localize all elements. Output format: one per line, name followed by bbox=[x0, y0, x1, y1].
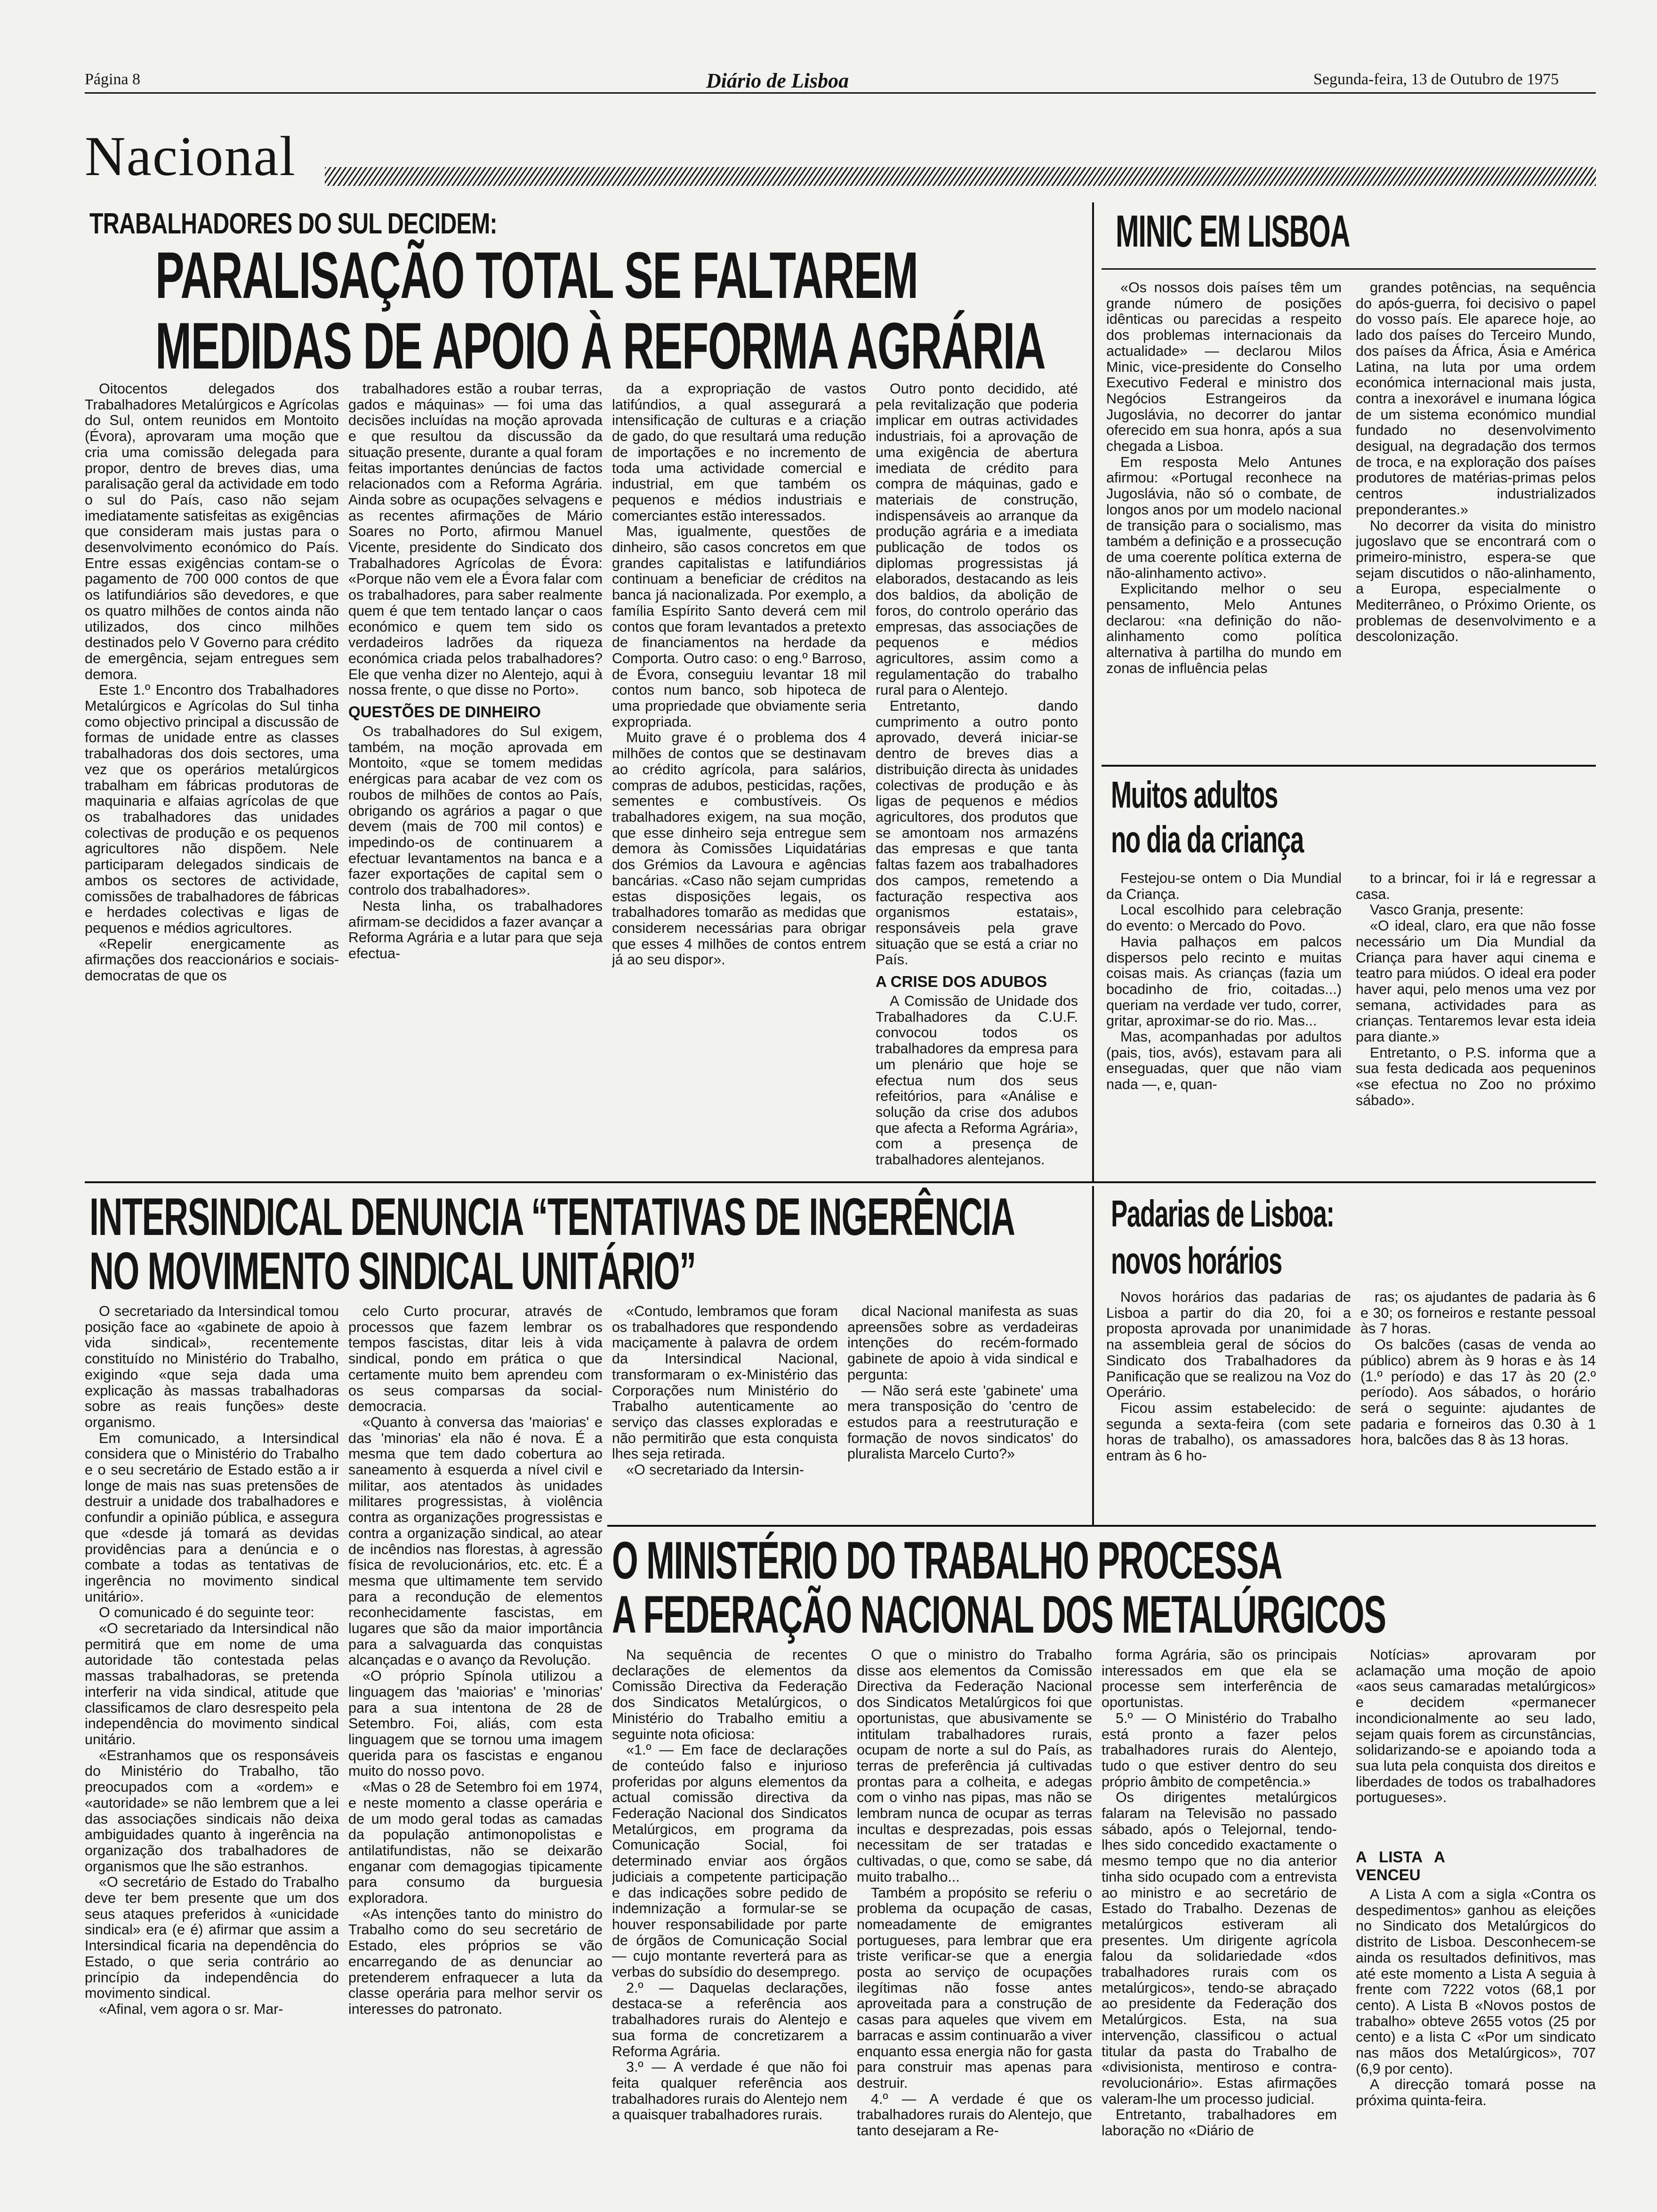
ministerio-top-rule bbox=[607, 1525, 1596, 1527]
intersindical-title-line1: INTERSINDICAL DENUNCIA “TENTATIVAS DE INGERÊNCIA bbox=[89, 1187, 1015, 1246]
article-paragraph: grandes potências, na sequência do após-guerra, foi decisivo o papel do vosso país. Ele aparece hoje, ao lado dos países do Terceiro Mundo, dos países da África, Ásia e América Latina, na luta por uma ordem económica internacional mais justa, contra a inexorável e inumana lógica de um sistema económico mundial fundado no desenvolvimento desigual, na degradação dos termos de troca, e na exploração dos países produtores de matérias-primas pelos centros industrializados preponderantes.» bbox=[1356, 280, 1596, 518]
column-divider bbox=[1092, 202, 1094, 1181]
intersindical-title-line2: NO MOVIMENTO SINDICAL UNITÁRIO” bbox=[89, 1242, 696, 1300]
article-paragraph: «Quanto à conversa das 'maiorias' e das 'minorias' ela não é nova. É a mesma que tem dado cobertura ao saneamento à esquerda a nível civil e militar, aos atentados às unidades militares progressistas, à violência contra as organizações progressistas e contra a organização sindical, ao atear de incêndios nas florestas, à agressão física de revolucionários, etc. etc. É a mesma que ultimamente tem servido para a recondução de elementos reconhecidamente fascistas, em lugares que são da maior importância para a salvaguarda das conquistas alcançadas e o avanço da Revolução. bbox=[348, 1414, 603, 1668]
article1-column-2 bbox=[348, 381, 603, 1181]
padarias-title-line2: novos horários bbox=[1111, 1240, 1282, 1282]
article1-column-1 bbox=[85, 381, 339, 1181]
article-paragraph: «O próprio Spínola utilizou a linguagem das 'maiorias' e 'minorias' para a sua intentona de 28 de Setembro. Foi, aliás, com esta linguagem que se tornou uma imagem querida para os fascistas e enganou muito do nosso povo. bbox=[348, 1668, 603, 1779]
article-paragraph: «Estranhamos que os responsáveis do Ministério do Trabalho, tão preocupados com a «ordem» e «autoridade» se não lembrem que a lei das associações sindicais não deixa ambiguidades quanto à ingerência na organização dos trabalhadores de organismos que lhe são estranhos. bbox=[85, 1747, 339, 1875]
article-paragraph: Local escolhido para celebração do evento: o Mercado do Povo. bbox=[1106, 902, 1342, 934]
article1-title-line2: MEDIDAS DE APOIO À REFORMA AGRÁRIA bbox=[155, 309, 1046, 383]
article-paragraph: «Afinal, vem agora o sr. Mar- bbox=[99, 2001, 283, 2017]
article-paragraph: ras; os ajudantes de padaria às 6 e 30; os forneiros e restante pessoal às 7 horas. bbox=[1360, 1290, 1596, 1337]
article-paragraph: O secretariado da Intersindical tomou posição face ao «gabinete de apoio à vida sindical», recentemente constituído no Ministério do Trabalho, exigindo «que seja dada uma explicação às massas trabalhadoras sobre as reais funções» deste organismo. bbox=[85, 1304, 339, 1430]
article-paragraph: Entretanto, dando cumprimento a outro ponto aprovado, deverá iniciar-se dentro de breves dias a distribuição directa às unidades colectivas de produção e às ligas de pequenos e médios agricultores, dos produtos que se amontoam nos armazéns das empresas e que tanta faltas fazem aos trabalhadores dos campos, remetendo a facturação respectiva aos organismos estatais», responsáveis pela grave situação que se está a criar no País. bbox=[876, 698, 1078, 968]
article-paragraph: «O secretariado da Intersin- bbox=[626, 1462, 804, 1478]
article-paragraph: No decorrer da visita do ministro jugoslavo que se encontrará com o primeiro-ministro, espera-se que sejam discutidos o não-alinhamento, a Europa, especialmente o Mediterrâneo, o Próximo Oriente, os problemas de desenvolvimento e a descolonização. bbox=[1356, 517, 1596, 645]
article-paragraph: «Mas o 28 de Setembro foi em 1974, e neste momento a classe operária e de um modo geral todas as camadas da população antimonopolistas e antilatifundistas, não se deixarão enganar com demagogias tipicamente para consumo da burguesia exploradora. bbox=[348, 1779, 603, 1907]
article-paragraph: trabalhadores estão a roubar terras, gados e máquinas» — foi uma das decisões incluídas na moção aprovada e que resultou da discussão da situação presente, durante a qual foram feitas importantes denúncias de factos relacionados com a Reforma Agrária. Ainda sobre as ocupações selvagens e as recentes afirmações de Mário Soares no Porto, afirmou Manuel Vicente, presidente do Sindicato dos Trabalhadores Agrícolas de Évora: «Porque não vem ele a Évora falar com os trabalhadores, para saber realmente quem é que tem tentado lançar o caos económico e quem tem sido os verdadeiros ladrões da riqueza económica criada pelos trabalhadores? Ele que venha dizer no Alentejo, aqui à nossa frente, o que disse no Porto». bbox=[348, 381, 603, 698]
article-paragraph: Ficou assim estabelecido: de segunda a sexta-feira (com sete horas de trabalho), os amassadores entram às 6 ho- bbox=[1106, 1400, 1351, 1464]
article-paragraph: 3.º — A verdade é que não foi feita qualquer referência aos trabalhadores rurais do Alentejo nem a quaisquer trabalhadores rurais. bbox=[612, 2059, 847, 2123]
article-paragraph: Mas, igualmente, questões de dinheiro, são casos concretos em que grandes capitalistas e latifundiários continuam a beneficiar de créditos na banca já nacionalizada. Por exemplo, a família Espírito Santo deverá cem mil contos que foram levantados a pretexto de financiamentos na herdade da Comporta. Outro caso: o eng.º Barroso, de Évora, conseguiu levantar 18 mil contos num banco, sob hipoteca de uma propriedade que obviamente seria expropriada. bbox=[612, 523, 866, 730]
section-title: Nacional bbox=[85, 125, 297, 187]
article1-subheading: A CRISE DOS ADUBOS bbox=[876, 973, 1047, 991]
minic-rule bbox=[1102, 268, 1596, 270]
article-paragraph: Também a propósito se referiu o problema da ocupação de casas, nomeadamente de emigrantes portugueses, para lembrar que era triste verificar-se que a energia posta ao serviço de ocupações ilegítimas não fosse antes aproveitada para a construção de casas para aqueles que vivem em barracas e assim continuarão a viver enquanto essa energia não for gasta para construir mas apenas para destruir. bbox=[857, 1884, 1092, 2091]
article-paragraph: Mas, acompanhadas por adultos (pais, tios, avós), estavam para ali enseguadas, quer que não viam nada —, e, quan- bbox=[1106, 1029, 1342, 1093]
minic-column-1 bbox=[1106, 280, 1342, 760]
minic-title: MINIC EM LISBOA bbox=[1116, 206, 1350, 256]
article1-subheading: QUESTÕES DE DINHEIRO bbox=[348, 703, 541, 721]
intersindical-column-2 bbox=[348, 1304, 603, 2203]
page-number: Página 8 bbox=[85, 71, 141, 88]
ministerio-column-4 bbox=[1356, 1647, 1596, 2203]
article-paragraph: — Não será este 'gabinete' uma mera transposição do 'centro de estudos para a reestruturação e formação de novos sindicatos' do pluralista Marcelo Curto?» bbox=[847, 1382, 1078, 1462]
article-paragraph: Oitocentos delegados dos Trabalhadores Metalúrgicos e Agrícolas do Sul, ontem reunidos em Montoito (Évora), aprovaram uma moção que cria uma comissão delegada para propor, dentro de breves dias, uma paralisação geral da actividade em todo o sul do País, caso não sejam imediatamente satisfeitas as exigências que consideram mais justas para o desenvolvimento económico do País. Entre essas exigências contam-se o pagamento de 700 000 contos de que os latifundiários são devedores, e que os quatro milhões de contos ainda não utilizados, dos cinco milhões destinados pelo V Governo para crédito de emergência, sejam entregues sem demora. bbox=[85, 381, 339, 682]
article-paragraph: Havia palhaços em palcos dispersos pelo recinto e muitas coisas mais. As crianças (fazia um bocadinho de frio, coitadas...) queriam na verdade ver tudo, correr, gritar, aproximar-se do rio. Mas... bbox=[1106, 933, 1342, 1029]
adultos-title-line2: no dia da criança bbox=[1111, 818, 1303, 860]
masthead: Diário de Lisboa bbox=[706, 69, 849, 92]
article-paragraph: Outro ponto decidido, até pela revitalização que poderia implicar em outras actividades industriais, foi a aprovação de uma exigência de abertura imediata de crédito para compra de máquinas, gado e materiais de construção, indispensáveis ao arranque da produção agrária e a imediata publicação de todos os diplomas progressistas já elaborados, destacando as leis dos baldios, da abolição de foros, do controlo operário das empresas, das associações de pequenos e médios agricultores, assim como a regulamentação do trabalho rural para o Alentejo. bbox=[876, 381, 1078, 698]
article-paragraph: 2.º — Daquelas declarações, destaca-se a referência aos trabalhadores rurais do Alentejo e sua forma de concretizarem a Reforma Agrária. bbox=[612, 1980, 847, 2060]
article-paragraph: Entretanto, o P.S. informa que a sua festa dedicada aos pequeninos «se efectua no Zoo no próximo sábado». bbox=[1356, 1044, 1596, 1108]
intersindical-column-4 bbox=[847, 1304, 1078, 1530]
column-divider bbox=[1092, 1186, 1094, 1525]
article1-column-4 bbox=[876, 381, 1078, 1181]
article-paragraph: Em resposta Melo Antunes afirmou: «Portugal reconhece na Jugoslávia, não só o combate, de longos anos por um modelo nacional de transição para o socialismo, mas também a definição e a prossecução de uma coerente política externa de não-alinhamento activo». bbox=[1106, 454, 1342, 581]
ministerio-column-3 bbox=[1102, 1647, 1337, 2203]
article-paragraph: O comunicado é do seguinte teor: bbox=[99, 1604, 314, 1621]
article-paragraph: O que o ministro do Trabalho disse aos elementos da Comissão Directiva da Federação Nacional dos Sindicatos Metalúrgicos foi que oportunistas, que abusivamente se intitulam trabalhadores rurais, ocupam de norte a sul do País, as terras de preferência já cultivadas prontas para a colheita, e adegas com o vinho nas pipas, mas não se lembram nunca de ocupar as terras incultas e desprezadas, pois essas necessitam de ser tratadas e cultivadas, o que, como se sabe, dá muito trabalho... bbox=[857, 1647, 1092, 1885]
section-hatch-bar bbox=[325, 167, 1596, 186]
article-paragraph: Os balcões (casas de venda ao público) abrem às 9 horas e às 14 (1.º período) e das 17 às 20 (2.º período). Aos sábados, o horário será o seguinte: ajudantes de padaria e forneiros das 0.30 à 1 hora, balcões das 8 às 13 horas. bbox=[1360, 1337, 1596, 1448]
article-paragraph: Muito grave é o problema dos 4 milhões de contos que se destinavam ao crédito agrícola, para salários, compras de adubos, pesticidas, rações, sementes e combustíveis. Os trabalhadores exigem, na sua moção, que esse dinheiro seja entregue sem demora às Comissões Liquidatárias dos Grémios da Lavoura e agências bancárias. «Caso não sejam cumpridas estas disposições legais, os trabalhadores tomarão as medidas que considerem necessárias para obrigar que esses 4 milhões de contos entrem já ao seu dispor». bbox=[612, 729, 866, 968]
minic-bottom-rule bbox=[1102, 765, 1596, 767]
article-paragraph: A direcção tomará posse na próxima quinta-feira. bbox=[1356, 2076, 1596, 2109]
article-paragraph: Vasco Granja, presente: bbox=[1370, 902, 1524, 918]
article-paragraph: «O secretário de Estado do Trabalho deve ter bem presente que um dos seus ataques preferidos à «unicidade sindical» era (e é) afirmar que assim a Intersindical ficaria na dependência do Estado, o que seria contrário ao princípio da independência do movimento sindical. bbox=[85, 1874, 339, 2002]
article-paragraph: «Repelir energicamente as afirmações dos reaccionários e sociais-democratas de que os bbox=[85, 936, 339, 984]
article1-column-3 bbox=[612, 381, 866, 1181]
article1-title-line1: PARALISAÇÃO TOTAL SE FALTAREM bbox=[155, 238, 918, 312]
minic-column-2 bbox=[1356, 280, 1596, 760]
article-paragraph: A Lista A com a sigla «Contra os despedimentos» ganhou as eleições no Sindicato dos Metalúrgicos do distrito de Lisboa. Desconhecem-se ainda os resultados definitivos, mas até este momento a Lista A seguia à frente com 7222 votos (68,1 por cento). A Lista B «Novos postos de trabalho» obteve 2655 votos (25 por cento) e a lista C «Por um sindicato nas mãos dos Metalúrgicos», 707 (6,9 por cento). bbox=[1356, 1886, 1596, 2077]
mid-page-rule bbox=[85, 1181, 1596, 1183]
ministerio-column-1 bbox=[612, 1647, 847, 2203]
article-paragraph: «As intenções tanto do ministro do Trabalho como do seu secretário de Estado, eles próprios se vão encarregando de as denunciar ao pretenderem enfraquecer a luta da classe operária para melhor servir os interesses do patronato. bbox=[348, 1906, 603, 2017]
article-paragraph: Os dirigentes metalúrgicos falaram na Televisão no passado sábado, após o Telejornal, tendo-lhes sido concedido exactamente o mesmo tempo que no dia anterior tinha sido ocupado com a entrevista ao ministro e ao secretário de Estado do Trabalho. Dezenas de metalúrgicos estiveram ali presentes. Um dirigente agrícola falou da solidariedade «dos trabalhadores rurais com os metalúrgicos», tendo-se abraçado ao presidente da Federação dos Metalúrgicos. Esta, na sua intervenção, classificou o actual titular da pasta do Trabalho de «divisionista, mentiroso e contra-revolucionário». Estas afirmações valeram-lhe um processo judicial. bbox=[1102, 1789, 1337, 2107]
article-paragraph: Em comunicado, a Intersindical considera que o Ministério do Trabalho e o seu secretário de Estado estão a ir longe de mais nas suas pretensões de destruir a unidade dos trabalhadores e confundir a opinião pública, e assegura que «desde já tomará as devidas providências para a denúncia e o combate a todas as tentativas de ingerência no movimento sindical unitário». bbox=[85, 1430, 339, 1605]
padarias-column-2 bbox=[1360, 1290, 1596, 1515]
article-paragraph: Nesta linha, os trabalhadores afirmam-se decididos a fazer avançar a Reforma Agrária e a lutar para que seja efectua- bbox=[348, 898, 603, 962]
article-paragraph: Festejou-se ontem o Dia Mundial da Criança. bbox=[1106, 871, 1342, 902]
article-paragraph: forma Agrária, são os principais interessados em que ela se processe sem interferência de oportunistas. bbox=[1102, 1647, 1337, 1711]
article-paragraph: celo Curto procurar, através de processos que fazem lembrar os tempos fascistas, ditar leis à vida sindical, pondo em prática o que certamente muito bem aprendeu com os seus comparsas da social-democracia. bbox=[348, 1304, 603, 1415]
article-paragraph: Novos horários das padarias de Lisboa a partir do dia 20, foi a proposta aprovada por unanimidade na assembleia geral de sócios do Sindicato dos Trabalhadores da Panificação que se realizou na Voz do Operário. bbox=[1106, 1290, 1351, 1401]
adultos-column-2 bbox=[1356, 871, 1596, 1177]
article-paragraph: A Comissão de Unidade dos Trabalhadores da C.U.F. convocou todos os trabalhadores da empresa para um plenário que hoje se efectua num dos seus refeitórios, para «Análise e solução da crise dos adubos que afecta a Reforma Agrária», com a presença de trabalhadores alentejanos. bbox=[876, 993, 1078, 1168]
article-paragraph: dical Nacional manifesta as suas apreensões sobre as verdadeiras intenções do recém-formado gabinete de apoio à vida sindical e pergunta: bbox=[847, 1304, 1078, 1383]
issue-date: Segunda-feira, 13 de Outubro de 1975 bbox=[1313, 71, 1559, 88]
intersindical-column-3 bbox=[612, 1304, 838, 1530]
article-paragraph: Notícias» aprovaram por aclamação uma moção de apoio «aos seus camaradas metalúrgicos» e decidem «permanecer incondicionalmente ao seu lado, sejam quais forem as circunstâncias, solidarizando-se e apoiando toda a sua luta pela conquista dos direitos e liberdades de todos os trabalhadores portugueses». bbox=[1356, 1647, 1596, 1806]
ministerio-column-2 bbox=[857, 1647, 1092, 2203]
article-paragraph: «O ideal, claro, era que não fosse necessário um Dia Mundial da Criança para haver aqui cinema e teatro para miúdos. O ideal era poder haver aqui, pelo menos uma vez por semana, actividades para as crianças. Tentaremos levar esta ideia para diante.» bbox=[1356, 918, 1596, 1045]
article-paragraph: «Contudo, lembramos que foram os trabalhadores que respondendo maciçamente à palavra de ordem da Intersindical Nacional, transformaram o ex-Ministério das Corporações num Ministério do Trabalho autenticamente ao serviço das classes exploradas e não permitirão que esta conquista lhes seja retirada. bbox=[612, 1304, 838, 1462]
intersindical-column-1 bbox=[85, 1304, 339, 2203]
padarias-column-1 bbox=[1106, 1290, 1351, 1515]
article-paragraph: «Os nossos dois países têm um grande número de posições idênticas ou parecidas a respeito dos problemas internacionais da actualidade» — declarou Milos Minic, vice-presidente do Conselho Executivo Federal e ministro dos Negócios Estrangeiros da Jugoslávia, no decorrer do jantar oferecido em sua honra, após a sua chegada a Lisboa. bbox=[1106, 280, 1342, 455]
article-paragraph: 5.º — O Ministério do Trabalho está pronto a fazer pelos trabalhadores rurais do Alentejo, tudo o que estiver dentro do seu próprio âmbito de competência.» bbox=[1102, 1710, 1337, 1790]
header-rule bbox=[85, 92, 1596, 94]
article-paragraph: 4.º — A verdade é que os trabalhadores rurais do Alentejo, que tanto desejaram a Re- bbox=[857, 2091, 1092, 2139]
ministerio-title-line1: O MINISTÉRIO DO TRABALHO PROCESSA bbox=[612, 1531, 1282, 1590]
article-paragraph: Entretanto, trabalhadores em laboração no «Diário de bbox=[1102, 2107, 1337, 2139]
adultos-title-line1: Muitos adultos bbox=[1111, 774, 1278, 816]
ministerio-subheading: A LISTA A VENCEU bbox=[1356, 1848, 1445, 1884]
article-paragraph: da a expropriação de vastos latifúndios, a qual assegurará a intensificação de culturas e a criação de gado, do que resultará uma redução de importações e no incremento de toda uma actividade comercial e industrial, em que também os pequenos e médios industriais e comerciantes estão interessados. bbox=[612, 381, 866, 524]
article-paragraph: Este 1.º Encontro dos Trabalhadores Metalúrgicos e Agrícolas do Sul tinha como objectivo principal a discussão de formas de unidade entre as classes trabalhadoras dos dois sectores, uma vez que os operários metalúrgicos trabalham em fábricas produtoras de maquinaria e alfaias agrícolas de que os trabalhadores das unidades colectivas de produção e os pequenos agricultores não dispõem. Nele participaram delegados sindicais de ambos os sectores de actividade, comissões de trabalhadores de fábricas e herdades colectivas e ligas de pequenos e médios agricultores. bbox=[85, 682, 339, 936]
article-paragraph: «1.º — Em face de declarações de conteúdo falso e injurioso proferidas por alguns elementos da actual comissão directiva da Federação Nacional dos Sindicatos Metalúrgicos, em programa da Comunicação Social, foi determinado enviar aos órgãos judiciais a competente participação e das indicações sobre pedido de indemnização a formular-se se houver responsabilidade por parte de órgãos de Comunicação Social — cujo montante reverterá para as verbas do subsídio do desemprego. bbox=[612, 1742, 847, 1980]
article-paragraph: Explicitando melhor o seu pensamento, Melo Antunes declarou: «na definição do não-alinhamento como política alternativa à partilha do mundo em zonas de influência pelas bbox=[1106, 581, 1342, 676]
article-paragraph: Na sequência de recentes declarações de elementos da Comissão Directiva da Federação dos Sindicatos Metalúrgicos, o Ministério do Trabalho emitiu a seguinte nota oficiosa: bbox=[612, 1647, 847, 1742]
article1-kicker: TRABALHADORES DO SUL DECIDEM: bbox=[89, 208, 497, 240]
padarias-title-line1: Padarias de Lisboa: bbox=[1111, 1193, 1334, 1234]
ministerio-title-line2: A FEDERAÇÃO NACIONAL DOS METALÚRGICOS bbox=[612, 1585, 1386, 1644]
adultos-column-1 bbox=[1106, 871, 1342, 1177]
article-paragraph: «O secretariado da Intersindical não permitirá que em nome de uma autoridade tão contestada pelas massas trabalhadoras, se pretenda interferir na vida sindical, atitude que classificamos de claro desrespeito pela independência do movimento sindical unitário. bbox=[85, 1620, 339, 1747]
article-paragraph: Os trabalhadores do Sul exigem, também, na moção aprovada em Montoito, «que se tomem medidas enérgicas para acabar de vez com os roubos de milhões de contos ao País, obrigando os agrários a pagar o que devem (mais de 700 mil contos) e impedindo-os de continuarem a efectuar levantamentos na banca e a fazer exportações de capital sem o controlo dos trabalhadores». bbox=[348, 723, 603, 898]
article-paragraph: to a brincar, foi ir lá e regressar a casa. bbox=[1356, 871, 1596, 902]
